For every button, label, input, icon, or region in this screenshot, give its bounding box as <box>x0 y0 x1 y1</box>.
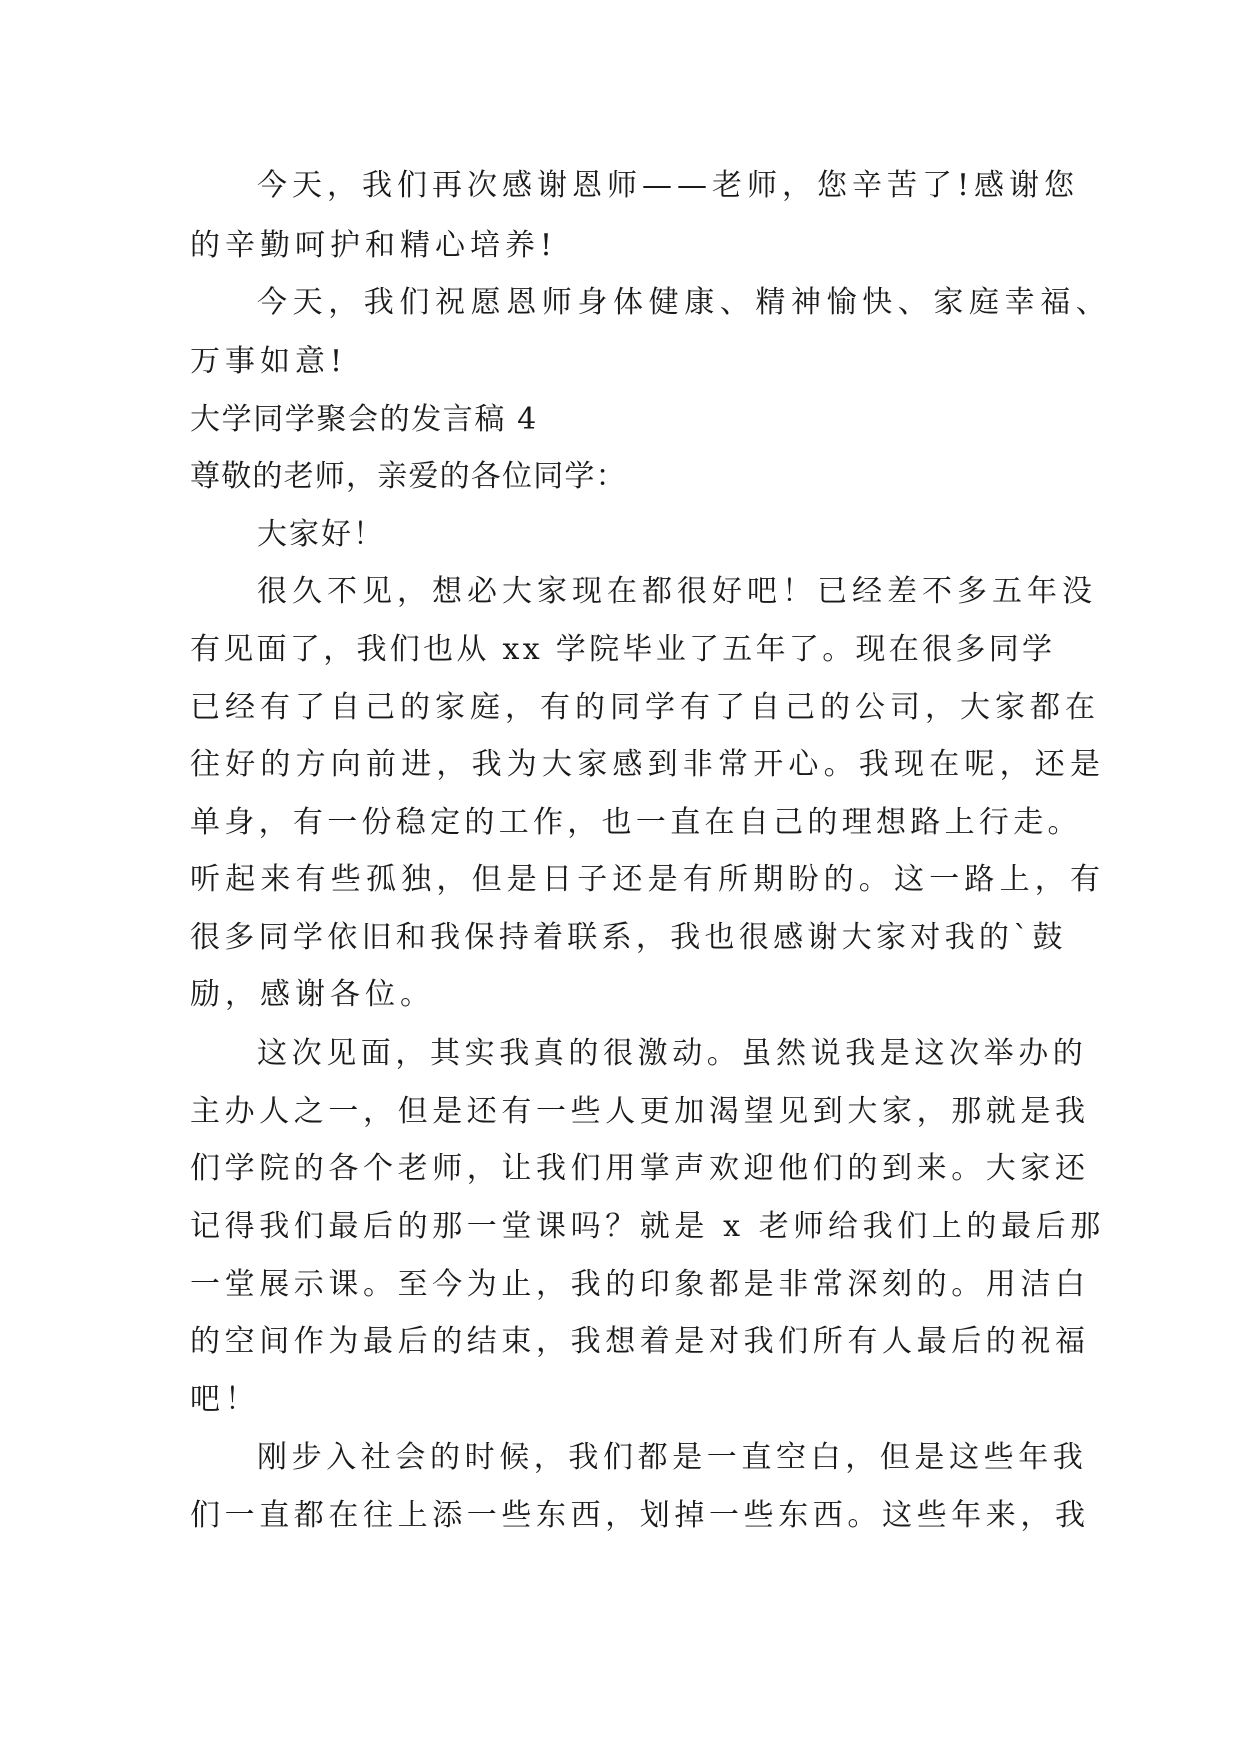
text-line: 的空间作为最后的结束，我想着是对我们所有人最后的祝福 <box>190 1324 1090 1359</box>
text-line: 主办人之一，但是还有一些人更加渴望见到大家，那就是我 <box>190 1094 1090 1129</box>
text-line: 的辛勤呵护和精心培养! <box>190 228 558 263</box>
text-line: 们学院的各个老师，让我们用掌声欢迎他们的到来。大家还 <box>190 1151 1090 1186</box>
text-line: 今天，我们再次感谢恩师——老师，您辛苦了!感谢您 <box>257 168 1080 203</box>
text-line: 单身，有一份稳定的工作，也一直在自己的理想路上行走。 <box>190 805 1082 840</box>
text-line: 刚步入社会的时候，我们都是一直空白，但是这些年我 <box>257 1440 1088 1475</box>
section-heading: 大学同学聚会的发言稿 4 <box>190 402 538 437</box>
text-line: 们一直都在往上添一些东西，划掉一些东西。这些年来，我 <box>190 1498 1090 1533</box>
text-line: 励，感谢各位。 <box>190 977 435 1012</box>
text-line: 往好的方向前进，我为大家感到非常开心。我现在呢，还是 <box>190 747 1106 782</box>
text-line: 万事如意! <box>190 344 348 379</box>
text-line: 很多同学依旧和我保持着联系，我也很感谢大家对我的`鼓 <box>190 920 1067 955</box>
text-line: 吧！ <box>190 1382 260 1417</box>
salutation: 尊敬的老师，亲爱的各位同学： <box>190 459 627 494</box>
text-line: 很久不见，想必大家现在都很好吧！已经差不多五年没 <box>257 574 1097 609</box>
text-line: 有见面了，我们也从 xx 学院毕业了五年了。现在很多同学 <box>190 632 1056 667</box>
text-line: 已经有了自己的家庭，有的同学有了自己的公司，大家都在 <box>190 690 1100 725</box>
text-line: 听起来有些孤独，但是日子还是有所期盼的。这一路上，有 <box>190 862 1106 897</box>
text-line: 今天，我们祝愿恩师身体健康、精神愉快、家庭幸福、 <box>257 285 1112 320</box>
text-line: 这次见面，其实我真的很激动。虽然说我是这次举办的 <box>257 1036 1088 1071</box>
greeting: 大家好！ <box>257 517 385 552</box>
text-line: 一堂展示课。至今为止，我的印象都是非常深刻的。用洁白 <box>190 1267 1090 1302</box>
text-line: 记得我们最后的那一堂课吗？就是 x 老师给我们上的最后那 <box>190 1209 1105 1244</box>
